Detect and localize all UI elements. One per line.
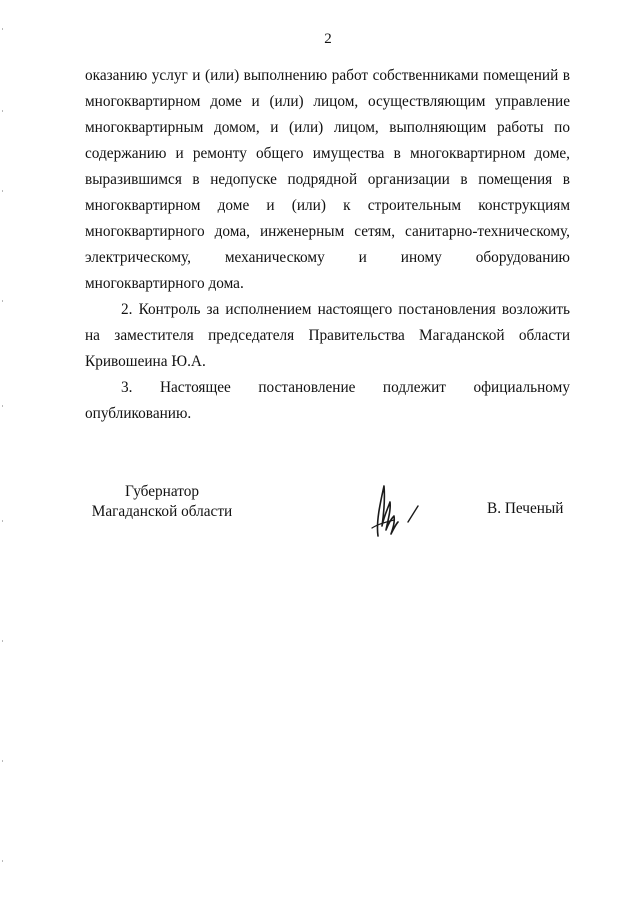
scan-speck bbox=[2, 760, 3, 762]
paragraph-control: 2. Контроль за исполнением настоящего постановления возложить на заместителя председателя Правительства Магаданской области Кривошеина Ю.А. bbox=[85, 301, 570, 370]
scan-speck bbox=[2, 110, 3, 112]
signatory-title-line1: Губернатор bbox=[124, 483, 200, 500]
signatory-name: В. Печеный bbox=[487, 500, 564, 517]
scan-speck bbox=[2, 300, 3, 302]
scan-speck bbox=[2, 640, 3, 642]
paragraph-publication: 3. Настоящее постановление подлежит официальному опубликованию. bbox=[85, 379, 570, 422]
signature-block bbox=[0, 478, 640, 558]
scan-edge-marks bbox=[2, 0, 6, 905]
handwritten-signature bbox=[364, 478, 424, 548]
document-body bbox=[85, 63, 570, 427]
scan-speck bbox=[2, 405, 3, 407]
scan-speck bbox=[2, 28, 3, 30]
scan-speck bbox=[2, 520, 3, 522]
page-number: 2 bbox=[324, 31, 332, 47]
signatory-title-line2: Магаданской области bbox=[91, 503, 233, 520]
paragraph-continuation: оказанию услуг и (или) выполнению работ собственниками помещений в многоквартирном доме и (или) лицом, осуществляющим управление многоквартирным домом, и (или) лицом, выполняющим работы по содержанию и ремонту общего имущества в многоквартирном доме, выразившимся в недопуске подрядной организации в помещения в многоквартирном доме и (или) к строительным конструкциям многоквартирного дома, инженерным сетям, санитарно-техническому, электрическому, механическому и иному оборудованию многоквартирного дома. bbox=[85, 67, 570, 292]
scan-speck bbox=[2, 860, 3, 862]
signatory-title bbox=[82, 482, 242, 522]
scan-speck bbox=[2, 190, 3, 192]
